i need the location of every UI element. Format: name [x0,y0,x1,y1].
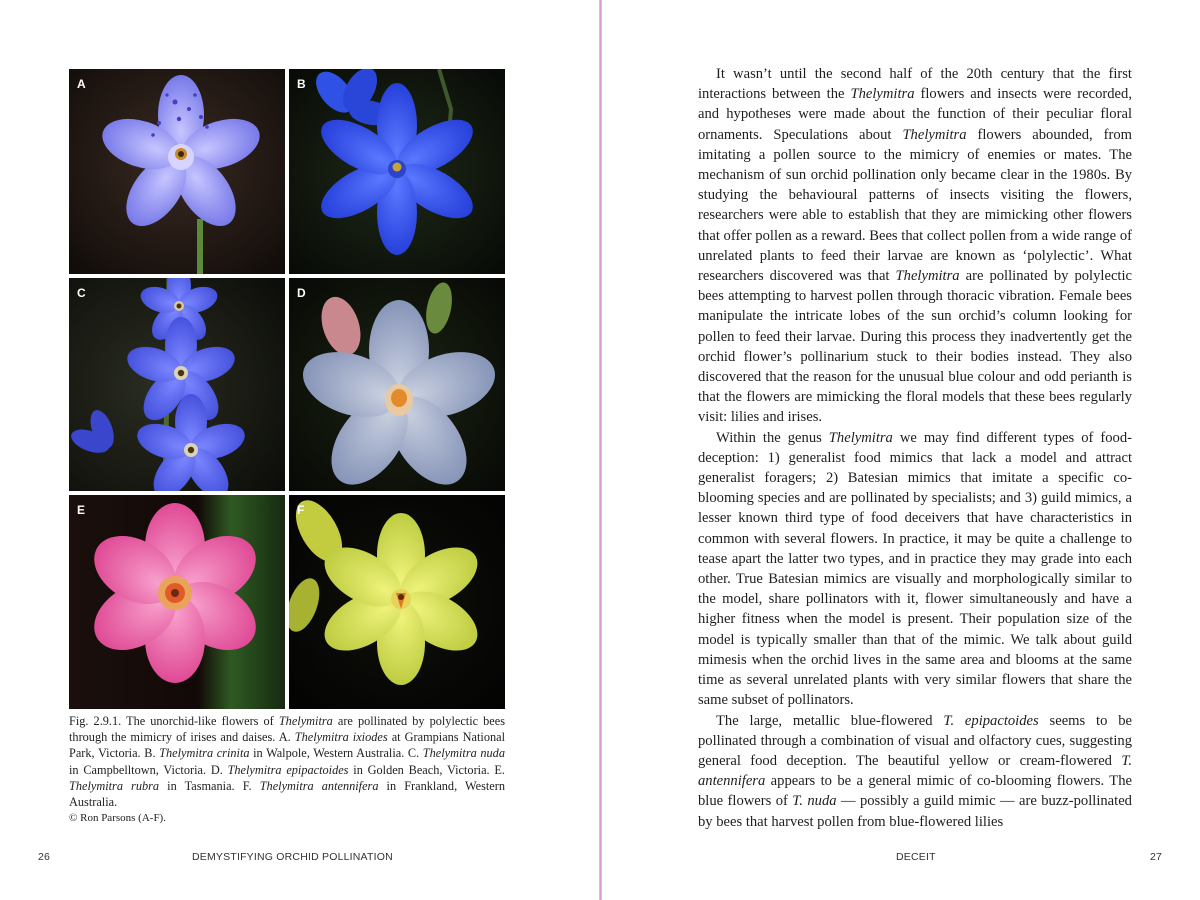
page-number-right: 27 [1150,851,1163,863]
photo-panel-a [69,69,285,274]
panel-label-e: E [77,503,86,517]
photo-panel-c [69,278,285,491]
panel-label-c: C [77,286,86,300]
body-text [698,64,1132,832]
photo-panel-b [289,69,505,274]
photo-panel-f [289,495,505,709]
panel-label-a: A [77,77,86,91]
figure-caption [69,713,505,826]
paragraph-2: Within the genus Thelymitra we may find different types of food-deception: 1) generalist food mimics that lack a model and attract generalist foragers; 2) Batesian mimics that imitate a specific co-blooming species and are pollinated by specialists; and 3) guild mimics, a lesser known third type of food deceivers that have characteristics in common with several flowers. In practice, it may be quite a challenge to tease apart the latter two types, and in practice they may grade into each other. True Batesian mimics are visually and morphologically similar to the model, share pollinators with it, flower simultaneously and have a higher fitness when the model is present. Their population size of the model is typically smaller than that of the mimic. We talk about guild mimesis when the orchid lives in the same area and blooms at the same time as several unrelated plants with very similar flowers that share the same subset of pollinators. [698,429,1132,709]
page-number-left: 26 [38,851,51,863]
flower-d-image [289,278,505,491]
right-page [601,0,1200,900]
flower-f-image [289,495,505,709]
running-head-left: DEMYSTIFYING ORCHID POLLINATION [192,851,393,863]
flower-a-image [69,69,285,274]
photo-credit: © Ron Parsons (A-F). [69,812,166,825]
flower-c-image [69,278,285,491]
flower-e-image [69,495,285,709]
running-head-right: DECEIT [896,851,936,863]
photo-panel-e [69,495,285,709]
flower-b-image [289,69,505,274]
panel-label-b: B [297,77,306,91]
photo-grid [69,69,505,709]
photo-panel-d [289,278,505,491]
panel-label-f: F [297,503,305,517]
caption-text: Fig. 2.9.1. The unorchid-like flowers of Thelymitra are pollinated by polylectic bees through the mimicry of irises and daises. A. Thelymitra ixiodes at Grampians National Park, Victoria. B. Thelymitra crinita in Walpole, Western Australia. C. Thelymitra nuda in Campbelltown, Victoria. D. Thelymitra epipactoides in Golden Beach, Victoria. E. Thelymitra rubra in Tasmania. F. Thelymitra antennifera in Frankland, Western Australia. [69,714,505,810]
panel-label-d: D [297,286,306,300]
paragraph-1: It wasn’t until the second half of the 20th century that the first interactions between the Thelymitra flowers and insects were recorded, and hypotheses were made about the function of their peculiar floral ornaments. Speculations about Thelymitra flowers abounded, from imitating a pollen source to the mimicry of enemies or mates. The mechanism of sun orchid pollination only became clear in the 1980s. By studying the behavioural patterns of insects visiting the flowers, researchers were able to establish that they are mimicking other flowers that offer pollen as a reward. Bees that collect pollen from a wide range of unrelated plants to feed their larvae are known as ‘polylectic’. What researchers discovered was that Thelymitra are pollinated by polylectic bees attempting to harvest pollen through thoracic vibration. Female bees manipulate the intricate lobes of the sun orchid’s column looking for pollen to feed their larvae. During this process they inadvertently get the orchid flower’s pollinarium stuck to their bodies instead. They also discovered that the reason for the unusual blue colour and odd perianth is that the flowers are mimicking the floral models that these bees regularly visit: lilies and irises. [698,66,1133,426]
paragraph-3: The large, metallic blue-flowered T. epipactoides seems to be pollinated through a combination of visual and olfactory cues, suggesting general food deception. The beautiful yellow or cream-flowered T. antennifera appears to be a general mimic of co-blooming flowers. The blue flowers of T. nuda — possibly a guild mimic — are buzz-pollinated by bees that harvest pollen from blue-flowered lilies [698,712,1132,830]
